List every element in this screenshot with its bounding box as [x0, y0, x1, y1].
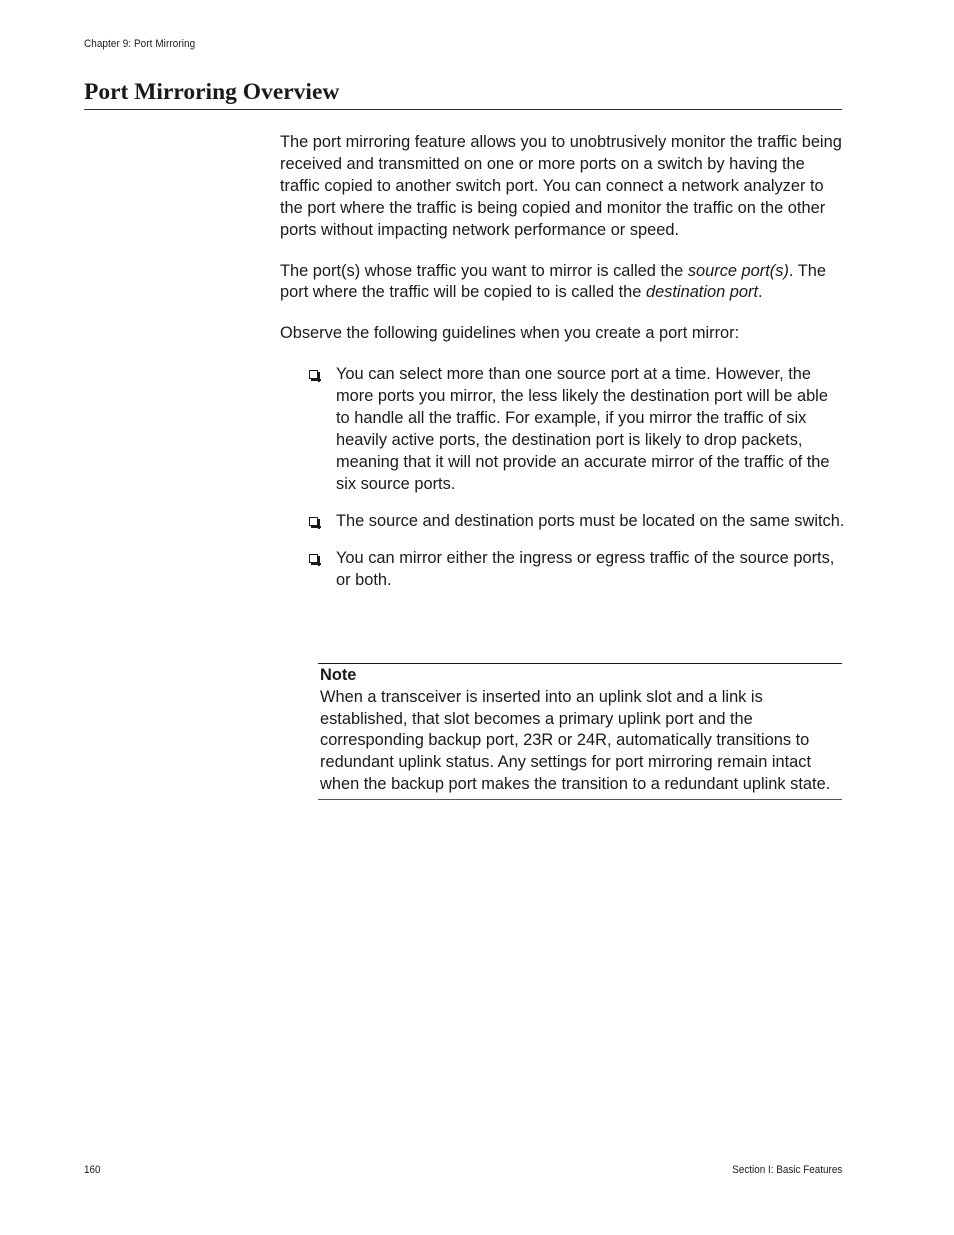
page-number: 160 — [84, 1164, 101, 1176]
definition-paragraph — [280, 261, 846, 305]
note-label: Note — [320, 666, 357, 684]
checkbox-bullet-icon — [309, 517, 318, 526]
guideline-text: You can select more than one source port at a time. However, the more ports you mirror, the less likely the destination port will be able to handle all the traffic. For example, if you mirror the traffic of six heavily active ports, the destination port is likely to drop packets, meaning that it will not provide an accurate mirror of the traffic of the six source ports. — [336, 365, 830, 493]
destination-port-term: destination port — [645, 283, 759, 302]
source-port-term: source port(s) — [687, 261, 789, 280]
guideline-text: You can mirror either the ingress or egress traffic of the source ports, or both. — [336, 548, 835, 589]
list-item — [306, 364, 846, 495]
definition-text-2: . The port where the traffic will be copied to is called the — [280, 261, 826, 302]
intro-paragraph: The port mirroring feature allows you to unobtrusively monitor the traffic being received and transmitted on one or more ports on a switch by having the traffic copied to another switch port. You can connect a network analyzer to the port where the traffic is being copied and monitor the traffic on the other ports without impacting network performance or speed. — [280, 133, 842, 239]
checkbox-bullet-icon — [309, 554, 318, 563]
section-footer: Section I: Basic Features — [731, 1164, 842, 1176]
guidelines-lead: Observe the following guidelines when you create a port mirror: — [280, 324, 740, 343]
list-item — [306, 548, 846, 592]
checkbox-bullet-icon — [309, 370, 318, 379]
guidelines-list — [280, 364, 846, 591]
definition-text-3: . — [758, 283, 763, 302]
page-title: Port Mirroring Overview — [84, 76, 842, 110]
body-column — [280, 132, 846, 606]
running-header: Chapter 9: Port Mirroring — [84, 38, 196, 50]
definition-text-1: The port(s) whose traffic you want to mirror is called the — [280, 261, 688, 280]
list-item — [306, 511, 846, 533]
note-box — [318, 663, 842, 800]
note-text: When a transceiver is inserted into an uplink slot and a link is established, that slot becomes a primary uplink port and the corresponding backup port, 23R or 24R, automatically transitions to redundant uplink status. Any settings for port mirroring remain intact when the backup port makes the transition to a redundant uplink state. — [320, 687, 831, 793]
guideline-text: The source and destination ports must be located on the same switch. — [336, 511, 845, 530]
